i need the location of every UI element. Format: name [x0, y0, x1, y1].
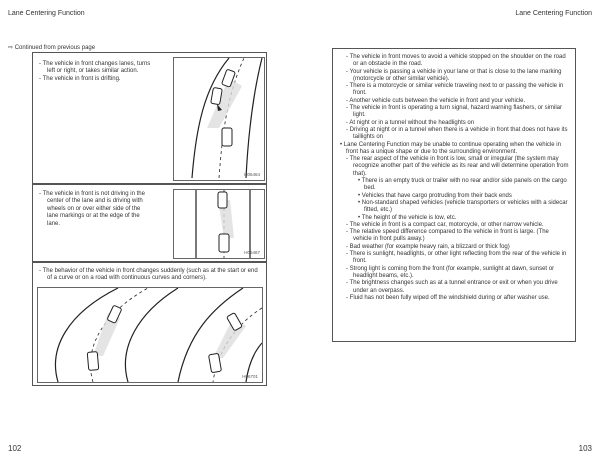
illustration-box-1 — [32, 52, 267, 184]
condition-item: - There is a motorcycle or similar vehicle traveling next to or passing the vehicle in front. — [339, 83, 569, 98]
image-code-3: H06701 — [242, 374, 258, 379]
header-right-title: Lane Centering Function — [515, 10, 592, 17]
condition-item: - At night or in a tunnel without the headlights on — [339, 120, 569, 127]
box2-text — [39, 191, 151, 228]
curve-illustration — [37, 287, 263, 383]
box1-text — [39, 61, 151, 83]
condition-item: - Strong light is coming from the front (for example, sunlight at dawn, sunset or headlight beams, etc.). — [339, 266, 569, 281]
lane-drift-illustration — [173, 57, 265, 181]
illustration-box-2 — [32, 184, 267, 262]
continued-note: ⇨ Continued from previous page — [8, 45, 96, 51]
list-item: - The behavior of the vehicle in front changes suddenly (such as at the start or end of a curve or on a road with continuous curves and corners). — [39, 268, 261, 283]
condition-item: - Another vehicle cuts between the vehicle in front and your vehicle. — [339, 98, 569, 105]
illustration-box-3 — [32, 262, 267, 386]
condition-item: • There is an empty truck or trailer with no rear and/or side panels on the cargo bed. — [339, 178, 569, 193]
page-number-left: 102 — [8, 444, 22, 453]
condition-item: • Vehicles that have cargo protruding from their back ends — [339, 193, 569, 200]
condition-item: - Fluid has not been fully wiped off the windshield during or after washer use. — [339, 295, 569, 302]
list-item: - The vehicle in front is not driving in the center of the lane and is driving with wheels on or over either side of the lane markings or at the edge of the lane. — [39, 191, 151, 228]
condition-item: - There is sunlight, headlights, or other light reflecting from the rear of the vehicle in front. — [339, 251, 569, 266]
off-center-illustration — [173, 189, 265, 259]
image-code-2: H06467 — [244, 250, 260, 255]
condition-item: - The vehicle in front is a compact car, motorcycle, or other narrow vehicle. — [339, 222, 569, 229]
condition-item: - The vehicle in front is operating a turn signal, hazard warning flashers, or similar light. — [339, 105, 569, 120]
conditions-text-box — [332, 48, 576, 342]
image-code-1: H06464 — [244, 172, 260, 177]
condition-item: - Your vehicle is passing a vehicle in your lane or that is close to the lane marking (motorcycle or other similar vehicle). — [339, 69, 569, 84]
condition-item: • Lane Centering Function may be unable to continue operating when the vehicle in front has a unique shape or due to the surrounding environment. — [339, 142, 569, 157]
condition-item: - The vehicle in front moves to avoid a vehicle stopped on the shoulder on the road or an obstacle in the road. — [339, 54, 569, 69]
condition-item: • The height of the vehicle is low, etc. — [339, 215, 569, 222]
box3-text — [39, 268, 261, 283]
list-item: - The vehicle in front changes lanes, turns left or right, or takes similar action. — [39, 61, 151, 76]
condition-item: - The rear aspect of the vehicle in front is low, small or irregular (the system may recognize another part of the vehicle as its rear and will determine operation from that). — [339, 156, 569, 178]
condition-item: - The brightness changes such as at a tunnel entrance or exit or when you drive under an overpass. — [339, 280, 569, 295]
conditions-list — [339, 54, 569, 302]
condition-item: - Driving at night or in a tunnel when there is a vehicle in front that does not have its taillights on — [339, 127, 569, 142]
header-left-title: Lane Centering Function — [8, 10, 85, 17]
page-number-right: 103 — [578, 444, 592, 453]
condition-item: • Non-standard shaped vehicles (vehicle transporters or vehicles with a sidecar fitted, etc.) — [339, 200, 569, 215]
condition-item: - The relative speed difference compared to the vehicle in front is large. (The vehicle in front pulls away.) — [339, 229, 569, 244]
list-item: - The vehicle in front is drifting. — [39, 76, 151, 83]
condition-item: - Bad weather (for example heavy rain, a blizzard or thick fog) — [339, 244, 569, 251]
